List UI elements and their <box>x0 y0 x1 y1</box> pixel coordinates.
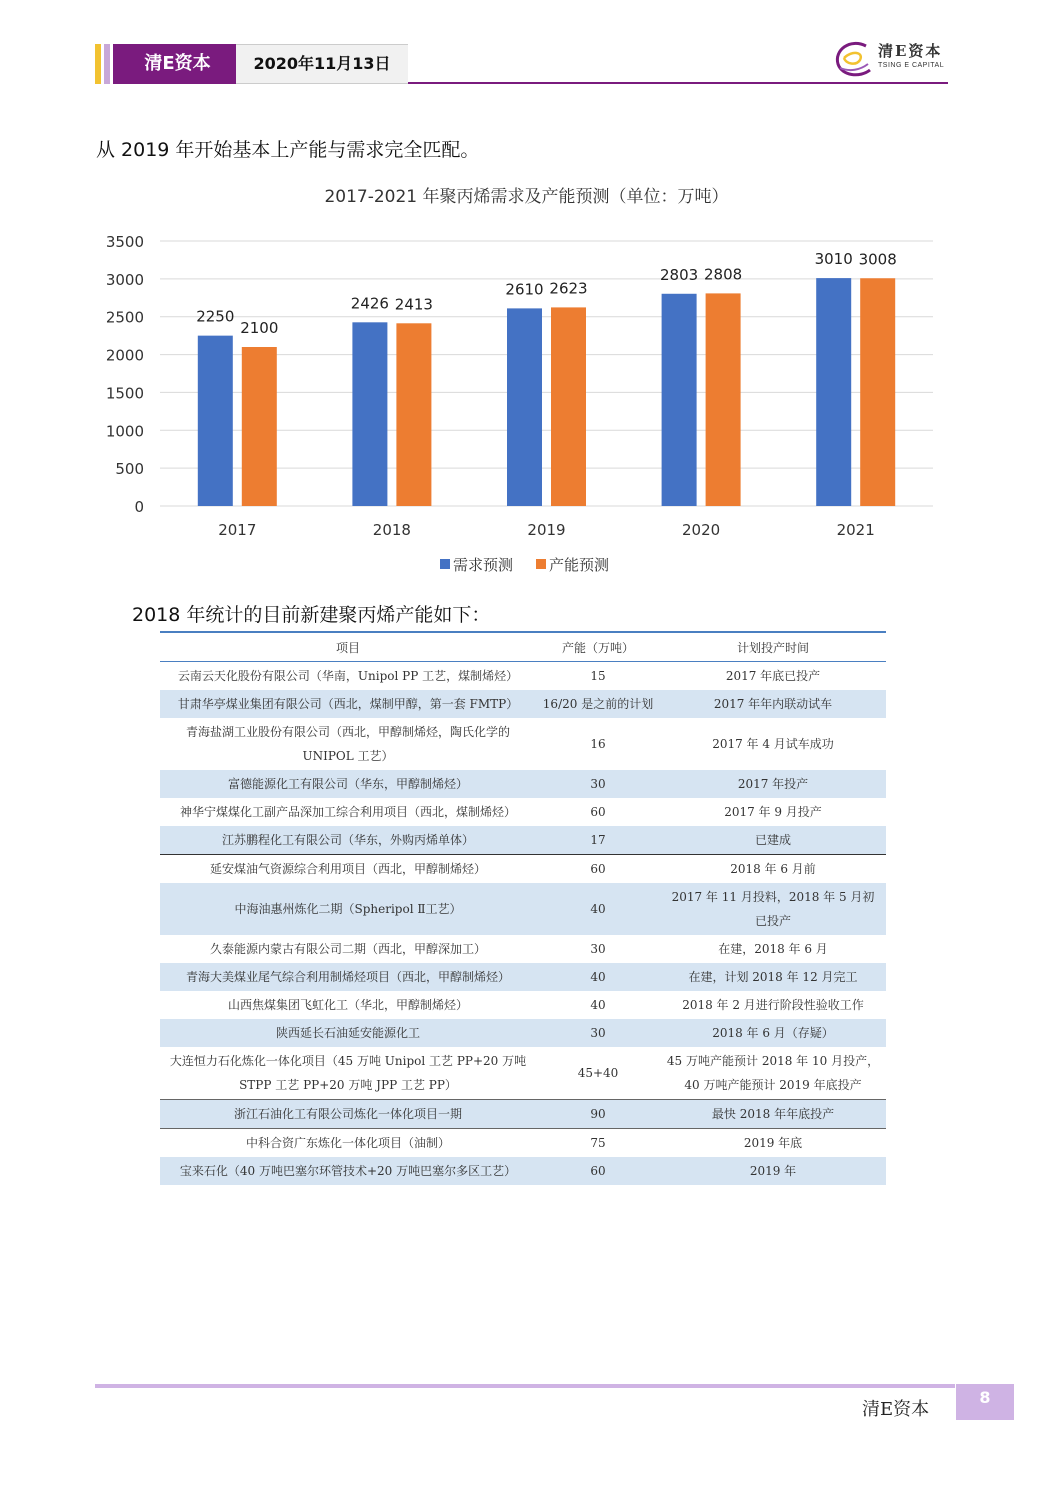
table-row <box>160 1157 886 1185</box>
cell-schedule: 2017 年投产 <box>660 770 886 798</box>
cell-schedule: 2018 年 2 月进行阶段性验收工作 <box>682 998 864 1012</box>
table-row <box>160 770 886 798</box>
cell-capacity: 16 <box>590 737 606 751</box>
data-label: 2413 <box>394 295 433 314</box>
table-header-row <box>160 632 886 662</box>
data-label: 2250 <box>196 307 235 326</box>
cell-project: 宝来石化（40 万吨巴塞尔环管技术+20 万吨巴塞尔多区工艺） <box>160 1157 536 1185</box>
legend-label: 产能预测 <box>549 556 610 574</box>
cell-project: 中海油惠州炼化二期（Spheripol Ⅱ工艺） <box>160 883 536 935</box>
cell-project: 神华宁煤煤化工副产品深加工综合利用项目（西北，煤制烯烃） <box>179 805 516 819</box>
cell-capacity: 30 <box>536 1019 660 1047</box>
y-tick-label: 2500 <box>105 308 144 327</box>
table-row <box>160 798 886 826</box>
bar-demand <box>816 278 851 506</box>
table-row <box>160 883 886 935</box>
cell-project: 江苏鹏程化工有限公司（华东，外购丙烯单体） <box>160 826 536 855</box>
cell-schedule: 2018 年 6 月（存疑） <box>660 1019 886 1047</box>
data-label: 2426 <box>350 294 389 313</box>
cell-project: 富德能源化工有限公司（华东，甲醇制烯烃） <box>160 770 536 798</box>
cell-project: 久泰能源内蒙古有限公司二期（西北，甲醇深加工） <box>209 942 486 956</box>
x-tick-label: 2017 <box>218 521 257 539</box>
cell-schedule: 2017 年 9 月投产 <box>724 805 822 819</box>
cell-capacity: 30 <box>590 942 606 956</box>
capacity-table <box>160 631 886 1185</box>
cell-capacity: 15 <box>590 669 606 683</box>
cell-project: 青海大美煤业尾气综合利用制烯烃项目（西北，甲醇制烯烃） <box>160 963 536 991</box>
intro-paragraph: 从 2019 年开始基本上产能与需求完全匹配。 <box>96 139 480 161</box>
cell-capacity: 60 <box>536 1157 660 1185</box>
data-label: 2100 <box>240 319 279 337</box>
bar-chart <box>90 175 960 590</box>
y-tick-label: 3000 <box>105 270 144 289</box>
table-header-capacity: 产能（万吨） <box>536 632 660 662</box>
logo-subtitle: TSING E CAPITAL <box>878 62 945 69</box>
bar-capacity <box>242 347 277 506</box>
cell-project: 大连恒力石化炼化一体化项目（45 万吨 Unipol 工艺 PP+20 万吨 STPP 工艺 PP+20 万吨 JPP 工艺 PP） <box>160 1047 536 1100</box>
table-row <box>160 662 886 691</box>
bar-demand <box>198 336 233 506</box>
cell-project: 山西焦煤集团飞虹化工（华北，甲醇制烯烃） <box>227 998 468 1012</box>
bar-demand <box>507 308 542 506</box>
cell-schedule: 已建成 <box>660 826 886 855</box>
cell-project: 云南云天化股份有限公司（华南，Unipol PP 工艺，煤制烯烃） <box>177 669 519 683</box>
table-row <box>160 690 886 718</box>
bar-demand <box>662 294 697 506</box>
cell-capacity: 40 <box>590 998 606 1012</box>
cell-capacity: 60 <box>590 862 606 876</box>
table-header-project: 项目 <box>160 632 536 662</box>
cell-project: 浙江石油化工有限公司炼化一体化项目一期 <box>160 1100 536 1129</box>
table-row <box>160 963 886 991</box>
footer-brand: 清E资本 <box>862 1399 930 1420</box>
table-row <box>160 1047 886 1100</box>
cell-capacity: 30 <box>536 770 660 798</box>
legend-swatch <box>440 559 450 569</box>
cell-capacity: 40 <box>536 963 660 991</box>
bar-demand <box>352 322 387 506</box>
cell-schedule: 2018 年 6 月前 <box>730 862 816 876</box>
data-label: 3010 <box>814 250 853 269</box>
table-header-schedule: 计划投产时间 <box>660 632 886 662</box>
x-tick-label: 2020 <box>682 521 721 539</box>
cell-capacity: 75 <box>590 1136 606 1150</box>
header-accent-yellow <box>95 44 101 84</box>
cell-capacity: 16/20 是之前的计划 <box>536 690 660 718</box>
y-tick-label: 1500 <box>105 384 144 403</box>
legend-label: 需求预测 <box>453 556 514 574</box>
chart-title: 2017-2021 年聚丙烯需求及产能预测（单位：万吨） <box>324 187 729 207</box>
cell-schedule: 2017 年底已投产 <box>725 669 821 683</box>
cell-schedule: 2017 年年内联动试车 <box>660 690 886 718</box>
bar-capacity <box>396 323 431 506</box>
bar-capacity <box>860 278 895 506</box>
cell-project: 中科合资广东炼化一体化项目（油制） <box>245 1136 450 1150</box>
cell-schedule: 2017 年 4 月试车成功 <box>712 737 834 751</box>
x-tick-label: 2019 <box>527 521 566 539</box>
legend-swatch <box>536 559 546 569</box>
y-tick-label: 3500 <box>105 233 144 251</box>
cell-schedule: 最快 2018 年年底投产 <box>660 1100 886 1129</box>
cell-project: 延安煤油气资源综合利用项目（西北，甲醇制烯烃） <box>209 862 486 876</box>
table-intro-paragraph: 2018 年统计的目前新建聚丙烯产能如下： <box>132 604 491 626</box>
data-label: 3008 <box>858 250 897 269</box>
cell-capacity: 60 <box>590 805 606 819</box>
table-row <box>160 935 886 963</box>
x-tick-label: 2021 <box>836 521 875 539</box>
y-tick-label: 0 <box>134 498 144 516</box>
footer-rule <box>95 1384 955 1388</box>
header-brand: 清E资本 <box>119 44 236 84</box>
cell-capacity: 45+40 <box>536 1047 660 1100</box>
header-rule <box>408 82 948 84</box>
x-tick-label: 2018 <box>372 521 411 539</box>
cell-schedule: 2017 年 11 月投料，2018 年 5 月初已投产 <box>660 883 886 935</box>
logo-text: 清E资本 <box>878 42 943 60</box>
table-row <box>160 1019 886 1047</box>
cell-project: 甘肃华亭煤业集团有限公司（西北，煤制甲醇，第一套 FMTP） <box>160 690 536 718</box>
y-tick-label: 1000 <box>105 422 144 441</box>
header-date: 2020年11月13日 <box>236 44 408 84</box>
data-label: 2803 <box>660 265 699 284</box>
y-tick-label: 500 <box>115 460 144 479</box>
cell-schedule: 在建，2018 年 6 月 <box>718 942 828 956</box>
table-row <box>160 718 886 770</box>
data-label: 2623 <box>549 279 588 298</box>
table-row <box>160 991 886 1019</box>
cell-project: 青海盐湖工业股份有限公司（西北，甲醇制烯烃，陶氏化学的 UNIPOL 工艺） <box>185 725 510 763</box>
cell-schedule: 45 万吨产能预计 2018 年 10 月投产，40 万吨产能预计 2019 年底投产 <box>660 1047 886 1100</box>
bar-capacity <box>706 293 741 506</box>
bar-chart-svg <box>90 175 960 590</box>
table-row <box>160 1129 886 1158</box>
y-tick-label: 2000 <box>105 346 144 365</box>
cell-schedule: 2019 年 <box>660 1157 886 1185</box>
cell-project: 陕西延长石油延安能源化工 <box>160 1019 536 1047</box>
cell-capacity: 90 <box>536 1100 660 1129</box>
data-label: 2808 <box>704 265 743 284</box>
table-row <box>160 1100 886 1129</box>
cell-capacity: 17 <box>536 826 660 855</box>
data-label: 2610 <box>505 280 544 299</box>
cell-schedule: 在建，计划 2018 年 12 月完工 <box>660 963 886 991</box>
header-accent-lilac <box>104 44 110 84</box>
page-number: 8 <box>956 1384 1014 1420</box>
cell-capacity: 40 <box>536 883 660 935</box>
bar-capacity <box>551 307 586 506</box>
table-row <box>160 855 886 884</box>
table-row <box>160 826 886 855</box>
cell-schedule: 2019 年底 <box>743 1136 803 1150</box>
